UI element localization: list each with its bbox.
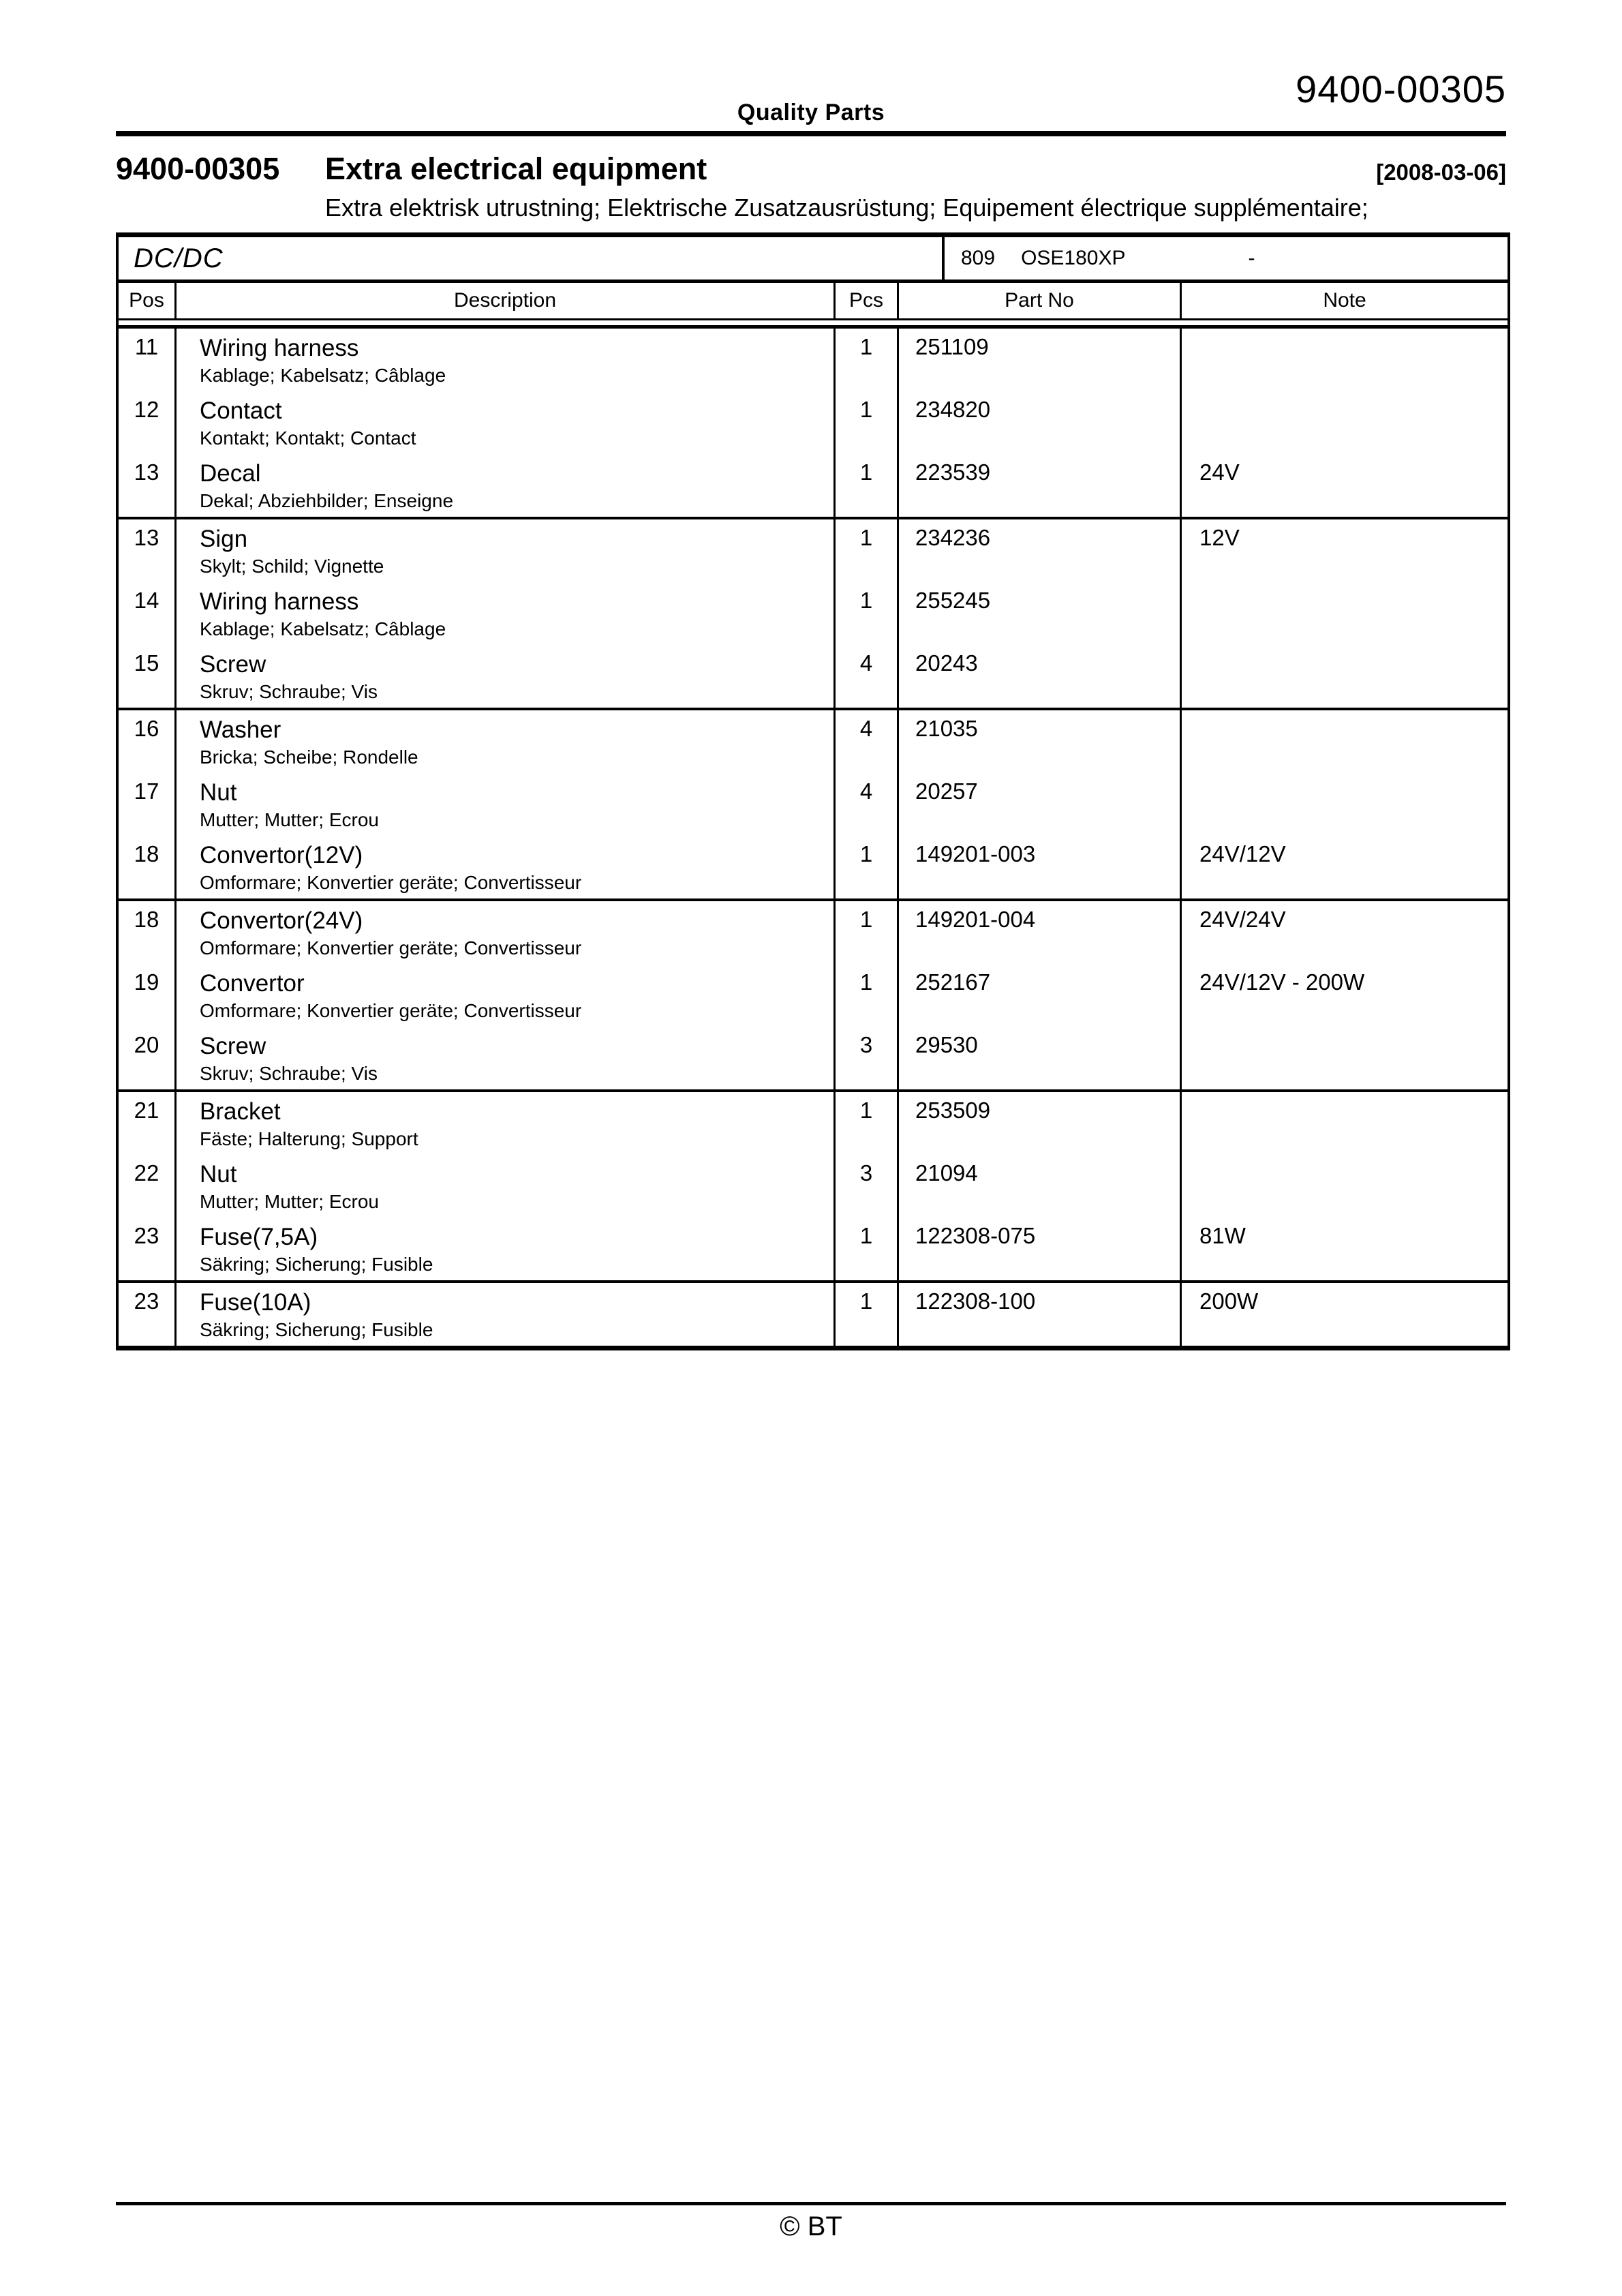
cell-part-no: 234236: [899, 519, 1182, 582]
cell-description: [177, 1027, 836, 1089]
row-group: [119, 901, 1508, 1092]
header-rule: [116, 131, 1506, 136]
cell-pcs: 1: [836, 329, 899, 391]
table-row: [119, 519, 1508, 582]
cell-pcs: 3: [836, 1155, 899, 1218]
doc-number-header: 9400-00305: [1296, 67, 1506, 110]
section-cell: [119, 237, 945, 280]
cell-note: [1182, 329, 1508, 391]
description-main: Wiring harness: [200, 335, 359, 361]
description-main: Contact: [200, 397, 282, 424]
table-section-band: [119, 237, 1508, 283]
model-code: 809: [961, 247, 996, 269]
cell-description: [177, 1092, 836, 1155]
cell-note: [1182, 1027, 1508, 1089]
description-main: Fuse(10A): [200, 1289, 311, 1316]
cell-pos: 13: [119, 519, 177, 582]
cell-description: [177, 901, 836, 964]
cell-note: [1182, 645, 1508, 708]
row-group: [119, 519, 1508, 710]
description-main: Sign: [200, 526, 248, 552]
cell-pos: 22: [119, 1155, 177, 1218]
cell-note: 81W: [1199, 1223, 1246, 1248]
cell-pcs: 1: [836, 964, 899, 1027]
cell-pcs: 1: [836, 836, 899, 898]
cell-part-no: 21035: [899, 710, 1182, 773]
cell-note: 24V: [1199, 459, 1240, 485]
description-translations: Fäste; Halterung; Support: [200, 1128, 418, 1149]
cell-pcs: 1: [836, 1218, 899, 1280]
page-title: Extra electrical equipment: [325, 151, 707, 186]
description-main: Screw: [200, 651, 266, 678]
description-translations: Mutter; Mutter; Ecrou: [200, 809, 379, 830]
description-translations: Skruv; Schraube; Vis: [200, 1063, 378, 1084]
revision-date: [2008-03-06]: [1376, 160, 1506, 185]
cell-pcs: 1: [836, 582, 899, 645]
cell-part-no: 234820: [899, 391, 1182, 454]
cell-pos: 14: [119, 582, 177, 645]
table-row: [119, 1218, 1508, 1280]
description-translations: Skylt; Schild; Vignette: [200, 556, 384, 577]
cell-description: [177, 836, 836, 898]
copyright-notice: © BT: [780, 2211, 842, 2241]
description-main: Bracket: [200, 1098, 281, 1125]
cell-description: [177, 519, 836, 582]
table-row: [119, 836, 1508, 898]
cell-pos: 17: [119, 773, 177, 836]
cell-pos: 16: [119, 710, 177, 773]
cell-note: [1182, 1155, 1508, 1218]
description-translations: Kablage; Kabelsatz; Câblage: [200, 365, 446, 386]
cell-note: 24V/12V - 200W: [1199, 969, 1365, 995]
model-variant: -: [1248, 247, 1255, 269]
cell-description: [177, 329, 836, 391]
description-main: Convertor(24V): [200, 907, 363, 934]
description-translations: Omformare; Konvertier geräte; Convertisseur: [200, 1000, 582, 1021]
cell-description: [177, 964, 836, 1027]
cell-pcs: 4: [836, 710, 899, 773]
title-translations: Extra elektrisk utrustning; Elektrische Zusatzausrüstung; Equipement électrique supplémentaire;: [325, 194, 1368, 222]
cell-pcs: 4: [836, 773, 899, 836]
description-translations: Skruv; Schraube; Vis: [200, 681, 378, 702]
cell-description: [177, 1283, 836, 1346]
cell-description: [177, 582, 836, 645]
cell-part-no: 149201-004: [899, 901, 1182, 964]
cell-pos: 18: [119, 836, 177, 898]
cell-part-no: 255245: [899, 582, 1182, 645]
description-main: Nut: [200, 1161, 237, 1188]
cell-pos: 12: [119, 391, 177, 454]
title-code: 9400-00305: [116, 151, 280, 186]
description-translations: Bricka; Scheibe; Rondelle: [200, 746, 418, 768]
cell-note: 200W: [1199, 1288, 1259, 1314]
cell-pos: 19: [119, 964, 177, 1027]
description-translations: Säkring; Sicherung; Fusible: [200, 1319, 433, 1340]
description-translations: Omformare; Konvertier geräte; Convertisseur: [200, 872, 582, 893]
cell-pos: 18: [119, 901, 177, 964]
row-group: [119, 710, 1508, 901]
description-translations: Kontakt; Kontakt; Contact: [200, 427, 416, 449]
table-row: [119, 391, 1508, 454]
cell-pcs: 1: [836, 1283, 899, 1346]
description-main: Washer: [200, 716, 281, 743]
table-row: [119, 329, 1508, 391]
cell-note: 12V: [1199, 525, 1240, 550]
table-row: [119, 1027, 1508, 1089]
description-main: Screw: [200, 1033, 266, 1059]
cell-note: [1182, 582, 1508, 645]
column-header-pcs: Pcs: [836, 283, 899, 318]
cell-part-no: 252167: [899, 964, 1182, 1027]
cell-pos: 11: [119, 329, 177, 391]
description-main: Wiring harness: [200, 588, 359, 615]
cell-pos: 23: [119, 1283, 177, 1346]
cell-pos: 23: [119, 1218, 177, 1280]
description-main: Decal: [200, 460, 261, 487]
column-header-description: Description: [177, 283, 836, 318]
table-row: [119, 1092, 1508, 1155]
cell-pcs: 3: [836, 1027, 899, 1089]
model-name: OSE180XP: [1021, 247, 1126, 269]
cell-pos: 20: [119, 1027, 177, 1089]
cell-description: [177, 1218, 836, 1280]
description-main: Fuse(7,5A): [200, 1224, 318, 1250]
cell-note: [1182, 773, 1508, 836]
section-title: DC/DC: [134, 243, 224, 273]
table-body: [119, 329, 1508, 1346]
cell-pos: 21: [119, 1092, 177, 1155]
column-header-part-no: Part No: [899, 283, 1182, 318]
description-main: Nut: [200, 779, 237, 806]
cell-pcs: 1: [836, 454, 899, 517]
column-header-note: Note: [1323, 289, 1366, 312]
column-header-row: [119, 283, 1508, 320]
row-group: [119, 329, 1508, 519]
table-row: [119, 773, 1508, 836]
cell-part-no: 251109: [899, 329, 1182, 391]
cell-description: [177, 773, 836, 836]
cell-description: [177, 454, 836, 517]
table-row: [119, 1155, 1508, 1218]
cell-description: [177, 645, 836, 708]
cell-pcs: 4: [836, 645, 899, 708]
cell-note: 24V/24V: [1199, 907, 1286, 932]
description-translations: Dekal; Abziehbilder; Enseigne: [200, 490, 454, 511]
cell-pcs: 1: [836, 901, 899, 964]
table-row: [119, 964, 1508, 1027]
table-row: [119, 1283, 1508, 1346]
table-row: [119, 645, 1508, 708]
table-row: [119, 901, 1508, 964]
cell-note: [1182, 1092, 1508, 1155]
model-cell: [945, 247, 1508, 270]
cell-note: [1182, 391, 1508, 454]
table-row: [119, 454, 1508, 517]
cell-part-no: 20243: [899, 645, 1182, 708]
description-translations: Omformare; Konvertier geräte; Convertisseur: [200, 937, 582, 958]
cell-part-no: 149201-003: [899, 836, 1182, 898]
cell-pcs: 1: [836, 391, 899, 454]
table-row: [119, 582, 1508, 645]
cell-note: [1182, 710, 1508, 773]
parts-table: [116, 232, 1510, 1350]
description-translations: Mutter; Mutter; Ecrou: [200, 1191, 379, 1212]
cell-description: [177, 1155, 836, 1218]
cell-part-no: 122308-100: [899, 1283, 1182, 1346]
row-group: [119, 1092, 1508, 1283]
description-translations: Säkring; Sicherung; Fusible: [200, 1254, 433, 1275]
cell-note: 24V/12V: [1199, 841, 1286, 866]
cell-pos: 13: [119, 454, 177, 517]
cell-part-no: 122308-075: [899, 1218, 1182, 1280]
description-main: Convertor(12V): [200, 842, 363, 868]
cell-description: [177, 710, 836, 773]
description-main: Convertor: [200, 970, 305, 997]
cell-part-no: 29530: [899, 1027, 1182, 1089]
table-row: [119, 710, 1508, 773]
cell-part-no: 21094: [899, 1155, 1182, 1218]
cell-pcs: 1: [836, 519, 899, 582]
cell-part-no: 223539: [899, 454, 1182, 517]
cell-part-no: 253509: [899, 1092, 1182, 1155]
description-translations: Kablage; Kabelsatz; Câblage: [200, 618, 446, 639]
cell-pcs: 1: [836, 1092, 899, 1155]
column-header-pos: Pos: [119, 283, 177, 318]
cell-pos: 15: [119, 645, 177, 708]
cell-description: [177, 391, 836, 454]
row-group: [119, 1283, 1508, 1346]
cell-part-no: 20257: [899, 773, 1182, 836]
footer-rule: [116, 2202, 1506, 2205]
page-header-title: Quality Parts: [737, 100, 885, 125]
